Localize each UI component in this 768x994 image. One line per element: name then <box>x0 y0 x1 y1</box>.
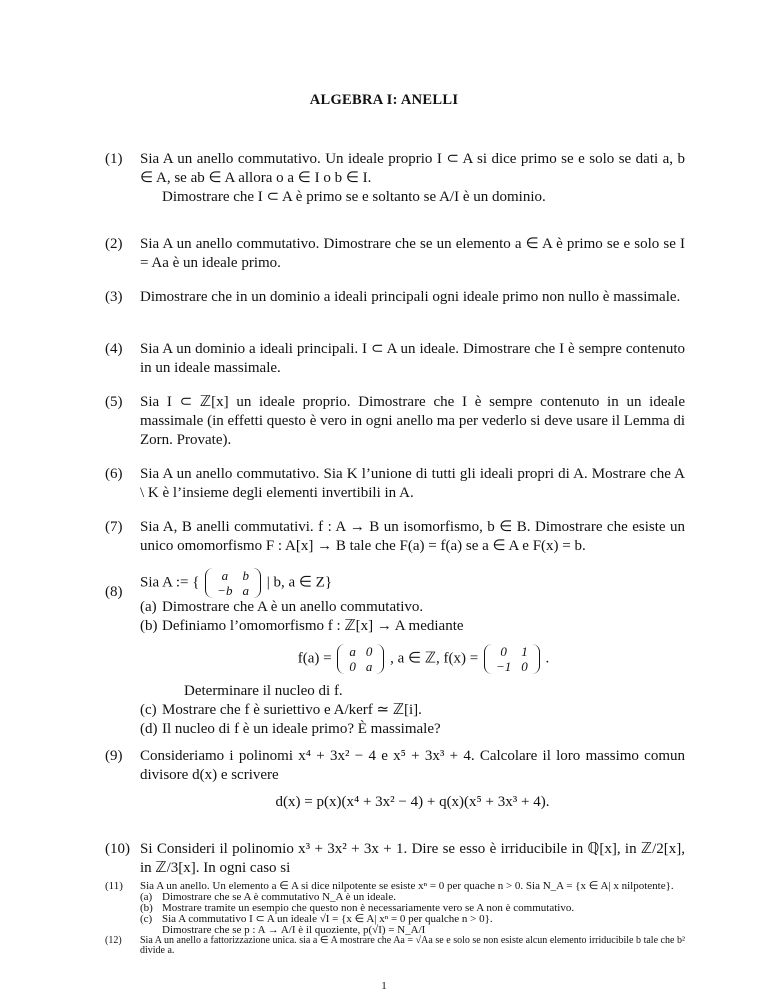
display-formula: d(x) = p(x)(x⁴ + 3x² − 4) + q(x)(x⁵ + 3x³ + 4). <box>275 794 550 810</box>
subproblem-letter: (b) <box>140 902 153 914</box>
subproblem-text: Dimostrare che se p : A → A/I è il quoziente, p(√I) = N_A/I <box>162 924 426 936</box>
problem-text: Sia A un anello. Un elemento a ∈ A si dice nilpotente se esiste xⁿ = 0 per quache n > 0. Sia N_A = {x ∈ A| x nilpotente}. <box>140 880 674 892</box>
problem-7 <box>105 518 685 556</box>
matrix-entry: 0 <box>365 644 373 659</box>
problem-number: (6) <box>105 466 123 482</box>
matrix-entry: a <box>221 568 229 583</box>
problem-number: (9) <box>105 748 123 764</box>
subproblem-letter: (b) <box>140 618 158 634</box>
subproblem-c <box>140 701 685 720</box>
problem-12 <box>105 935 685 956</box>
subproblem-d <box>140 720 685 739</box>
problem-number: (7) <box>105 519 123 535</box>
subproblem-text: Definiamo l’omomorfismo f : ℤ[x] → A mediante <box>162 618 464 634</box>
subproblem-text: Dimostrare che A è un anello commutativo. <box>162 599 424 615</box>
problem-text: Sia A un anello commutativo. Sia K l’unione di tutti gli ideali propri di A. Mostrare che A \ K è l’insieme degli elementi invertibili in A. <box>140 466 685 501</box>
problem-number: (8) <box>105 584 123 600</box>
problem-text: Consideriamo i polinomi x⁴ + 3x² − 4 e x⁵ + 3x³ + 4. Calcolare il loro massimo comun divisore d(x) e scrivere <box>140 748 685 783</box>
subproblem-text: Sia A commutativo I ⊂ A un ideale √I = {x ∈ A| xⁿ = 0 per qualche n > 0}. <box>162 913 493 925</box>
matrix-entry: a <box>349 644 356 659</box>
subproblem-text: Mostrare che f è suriettivo e A/kerf ≃ ℤ[i]. <box>162 702 422 718</box>
matrix-entry: 0 <box>521 659 528 674</box>
subproblem-letter: (d) <box>140 721 158 737</box>
matrix-entry: 0 <box>500 644 507 659</box>
subproblem-b <box>140 617 685 701</box>
subproblem-letter: (a) <box>140 599 157 615</box>
problem-text: Sia A un dominio a ideali principali. I ⊂ A un ideale. Dimostrare che I è sempre contenuto in un ideale massimale. <box>140 341 685 376</box>
subproblem-letter: (a) <box>140 891 153 903</box>
problem-number: (5) <box>105 394 123 410</box>
subproblem-text: Il nucleo di f è un ideale primo? È massimale? <box>162 721 441 737</box>
problem-text: Dimostrare che I ⊂ A è primo se e soltanto se A/I è un dominio. <box>162 189 546 205</box>
formula-part: . <box>545 650 550 667</box>
problem-11 <box>105 880 685 936</box>
subproblem-letter: (c) <box>140 702 157 718</box>
subproblem-text: Mostrare tramite un esempio che questo non è necessariamente vero se A non è commutativo. <box>162 902 575 914</box>
set-definition-end: | b, a ∈ Z} <box>266 574 333 591</box>
subproblem-c <box>140 914 685 936</box>
problem-8 <box>105 568 685 739</box>
matrix-ab <box>205 568 261 598</box>
problem-text: Sia A, B anelli commutativi. f : A → B un isomorfismo, b ∈ B. Dimostrare che esiste un unico omomorfismo F : A[x] → B tale che F(a) = f(a) se a ∈ A e F(x) = b. <box>140 519 685 554</box>
matrix-rotation <box>484 644 540 674</box>
matrix-entry: −b <box>217 583 233 598</box>
matrix-entry: 1 <box>521 644 528 659</box>
problem-statement <box>140 568 685 598</box>
display-formula <box>162 644 685 674</box>
matrix-entry: 0 <box>349 659 356 674</box>
page-number: 1 <box>381 980 387 992</box>
subproblem-a <box>140 598 685 617</box>
problem-2 <box>105 235 685 273</box>
matrix-diag <box>337 644 384 674</box>
problem-text: Sia I ⊂ ℤ[x] un ideale proprio. Dimostrare che I è sempre contenuto in un ideale massimale (in effetti questo è vero in ogni anello ma per vederlo si deve usare il Lemma di Zorn. Provate). <box>140 394 685 448</box>
matrix-entry: a <box>242 583 249 598</box>
problem-number: (2) <box>105 236 123 252</box>
matrix-entry: a <box>365 659 373 674</box>
problem-text: Sia A un anello commutativo. Un ideale proprio I ⊂ A si dice primo se e solo se dati a, b ∈ A, se ab ∈ A allora o a ∈ I o b ∈ I. <box>140 151 685 186</box>
problem-number: (1) <box>105 151 123 167</box>
formula-part: , a ∈ ℤ, f(x) = <box>390 650 479 667</box>
subproblem-text: Dimostrare che se A è commutativo N_A è un ideale. <box>162 891 396 903</box>
problem-text: Dimostrare che in un dominio a ideali principali ogni ideale primo non nullo è massimale. <box>140 289 681 305</box>
problem-number: (12) <box>105 935 122 946</box>
problem-text: Sia A un anello a fattorizzazione unica. sia a ∈ A mostrare che Aa = √Aa se e solo se non esiste alcun elemento irriducibile b tale che b² divide a. <box>140 935 685 956</box>
matrix-entry: b <box>242 568 249 583</box>
problem-number: (3) <box>105 289 123 305</box>
problem-9 <box>105 747 685 820</box>
problem-text: Sia A un anello commutativo. Dimostrare che se un elemento a ∈ A è primo se e solo se I = Aa è un ideale primo. <box>140 236 685 271</box>
problem-4 <box>105 340 685 378</box>
page-title: ALGEBRA I: ANELLI <box>309 92 459 108</box>
problem-6 <box>105 465 685 503</box>
subproblem-letter: (c) <box>140 913 153 925</box>
problem-10 <box>105 840 685 878</box>
formula-part: f(a) = <box>297 650 332 667</box>
problem-number: (10) <box>105 841 130 857</box>
problem-number: (11) <box>105 880 123 892</box>
set-definition-start: Sia A := { <box>140 574 200 591</box>
matrix-entry: −1 <box>495 659 512 674</box>
problem-number: (4) <box>105 341 123 357</box>
problem-3 <box>105 288 685 307</box>
problem-5 <box>105 393 685 450</box>
subproblem-text: Determinare il nucleo di f. <box>184 683 343 699</box>
problem-text: Si Consideri il polinomio x³ + 3x² + 3x + 1. Dire se esso è irriducibile in ℚ[x], in ℤ/2[x], in ℤ/3[x]. In ogni caso si <box>140 841 685 876</box>
problem-1 <box>105 150 685 207</box>
